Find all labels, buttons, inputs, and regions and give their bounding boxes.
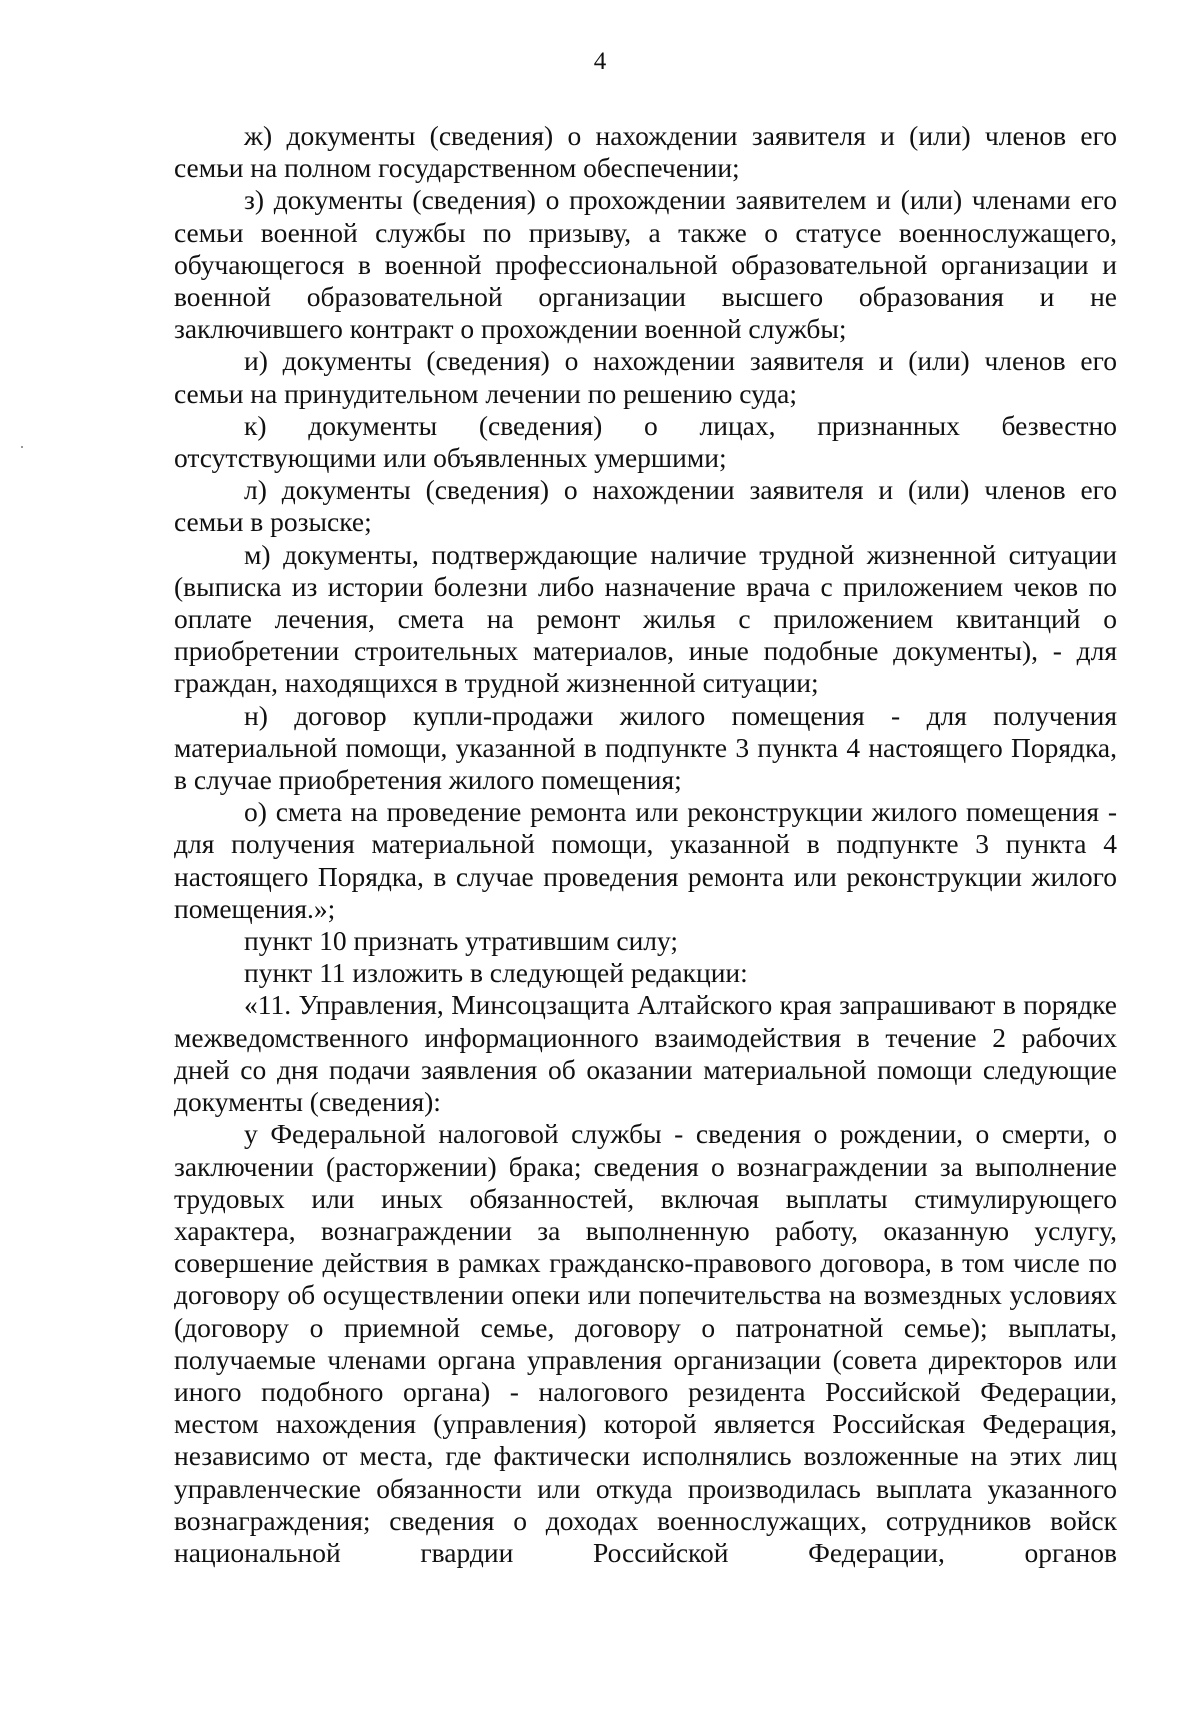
paragraph-l: л) документы (сведения) о нахождении заявителя и (или) членов его семьи в розыске; bbox=[174, 474, 1117, 538]
scan-speck bbox=[21, 446, 23, 448]
paragraph-11-intro: «11. Управления, Минсоцзащита Алтайского края запрашивают в порядке межведомственного информационного взаимодействия в течение 2 рабочих дней со дня подачи заявления об оказании материальной помощи следующие документы (сведения): bbox=[174, 989, 1117, 1118]
paragraph-m: м) документы, подтверждающие наличие трудной жизненной ситуации (выписка из истории болезни либо назначение врача с приложением чеков по оплате лечения, смета на ремонт жилья с приложением квитанций о приобретении строительных материалов, иные подобные документы), - для граждан, находящихся в трудной жизненной ситуации; bbox=[174, 538, 1117, 699]
paragraph-punkt-11: пункт 11 изложить в следующей редакции: bbox=[244, 957, 748, 989]
paragraph-n: н) договор купли-продажи жилого помещения - для получения материальной помощи, указанной в подпункте 3 пункта 4 настоящего Порядка, в случае приобретения жилого помещения; bbox=[174, 699, 1117, 796]
paragraph-i: и) документы (сведения) о нахождении заявителя и (или) членов его семьи на принудительном лечении по решению суда; bbox=[174, 345, 1117, 409]
paragraph-o: о) смета на проведение ремонта или реконструкции жилого помещения - для получения материальной помощи, указанной в подпункте 3 пункта 4 настоящего Порядка, в случае проведения ремонта или реконструкции жилого помещения.»; bbox=[174, 796, 1117, 924]
paragraph-z: з) документы (сведения) о прохождении заявителем и (или) членами его семьи военной службы по призыву, а также о статусе военнослужащего, обучающегося в военной профессиональной образовательной организации и военной образовательной организации высшего образования и не заключившего контракт о прохождении военной службы; bbox=[174, 184, 1117, 345]
page-number: 4 bbox=[593, 48, 607, 75]
document-body bbox=[174, 120, 1117, 1569]
paragraph-zh: ж) документы (сведения) о нахождении заявителя и (или) членов его семьи на полном государственном обеспечении; bbox=[174, 120, 1117, 184]
paragraph-fns: у Федеральной налоговой службы - сведения о рождении, о смерти, о заключении (расторжении) брака; сведения о вознаграждении за выполнение трудовых или иных обязанностей, включая выплаты стимулирующего характера, вознаграждении за выполненную работу, оказанную услугу, совершение действия в рамках гражданско-правового договора, в том числе по договору об осуществлении опеки или попечительства на возмездных условиях (договору о приемной семье, договору о патронатной семье); выплаты, получаемые членами органа управления организации (совета директоров или иного подобного органа) - налогового резидента Российской Федерации, местом нахождения (управления) которой является Российская Федерация, независимо от места, где фактически исполнялись возложенные на этих лиц управленческие обязанности или откуда производилась выплата указанного вознаграждения; сведения о доходах военнослужащих, сотрудников войск национальной гвардии Российской Федерации, органов bbox=[174, 1118, 1117, 1568]
paragraph-k: к) документы (сведения) о лицах, признанных безвестно отсутствующими или объявленных умершими; bbox=[174, 409, 1117, 474]
paragraph-punkt-10: пункт 10 признать утратившим силу; bbox=[244, 925, 679, 957]
